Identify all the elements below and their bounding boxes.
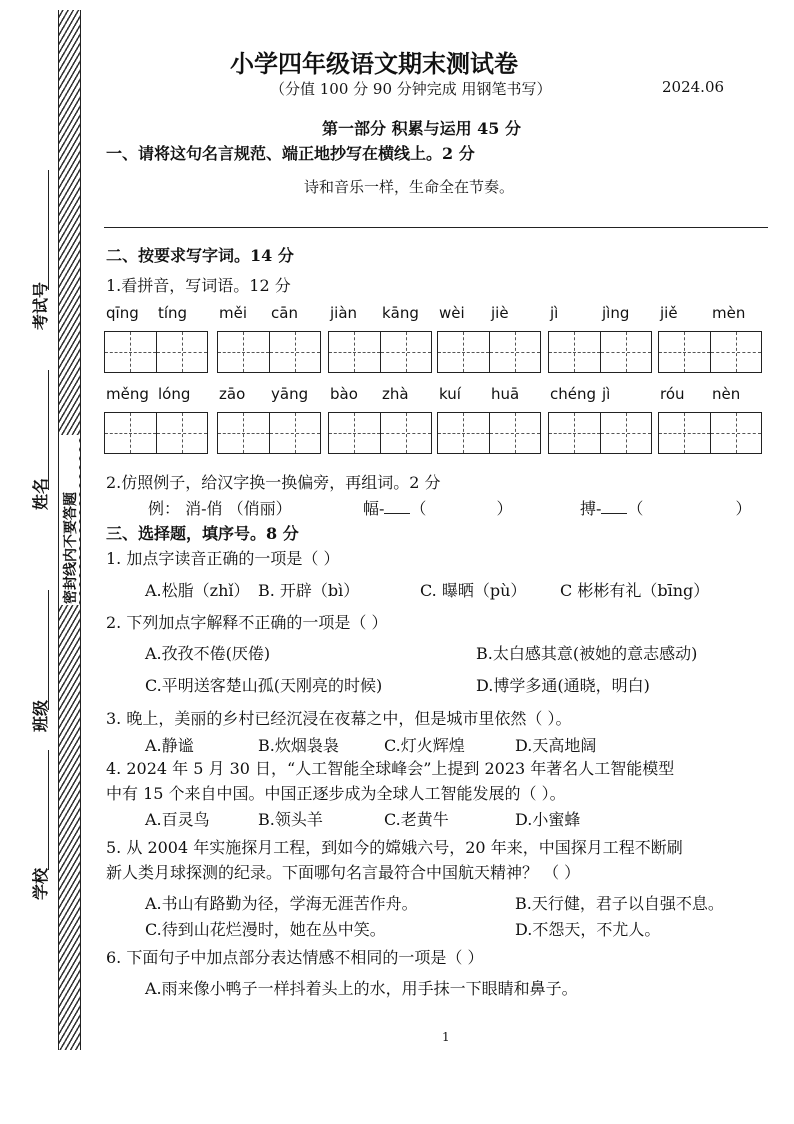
writing-cell[interactable] bbox=[711, 332, 762, 372]
q3-6-stem: 6. 下面句子中加点部分表达情感不相同的一项是（ ） bbox=[106, 948, 484, 967]
writing-cell[interactable] bbox=[711, 413, 762, 453]
q3-4-opt-b: B.领头羊 bbox=[258, 810, 323, 829]
pinyin-syllable: jiàn bbox=[330, 304, 358, 322]
writing-cell[interactable] bbox=[329, 332, 381, 372]
q2-item1 bbox=[363, 496, 512, 519]
writing-cell[interactable] bbox=[105, 332, 157, 372]
q2-item1-char: 幅- bbox=[363, 499, 385, 518]
q3-4-stem-line1: 4. 2024 年 5 月 30 日，“人工智能全球峰会”上提到 2023 年著名人工智能模型 bbox=[106, 759, 675, 778]
writing-cell[interactable] bbox=[218, 413, 270, 453]
q3-6-opt-a: A.雨来像小鸭子一样抖着头上的水，用手抹一下眼睛和鼻子。 bbox=[145, 979, 578, 998]
binding-line-inner bbox=[80, 10, 81, 1050]
writing-cell[interactable] bbox=[490, 413, 541, 453]
writing-grid[interactable] bbox=[328, 412, 432, 454]
q3-1-opt-a: A.松脂（zhǐ） bbox=[145, 581, 250, 600]
pinyin-syllable: měng bbox=[106, 385, 149, 403]
writing-cell[interactable] bbox=[659, 413, 711, 453]
q3-3-stem: 3. 晚上，美丽的乡村已经沉浸在夜幕之中，但是城市里依然（ ）。 bbox=[106, 709, 572, 728]
writing-cell[interactable] bbox=[438, 413, 490, 453]
writing-cell[interactable] bbox=[438, 332, 490, 372]
writing-cell[interactable] bbox=[549, 413, 601, 453]
part1-title: 第一部分 积累与运用 45 分 bbox=[322, 119, 521, 138]
writing-grid[interactable] bbox=[217, 331, 321, 373]
pinyin-syllable: qīng bbox=[106, 304, 139, 322]
writing-grid[interactable] bbox=[437, 412, 541, 454]
writing-cell[interactable] bbox=[490, 332, 541, 372]
pinyin-syllable: měi bbox=[219, 304, 248, 322]
pinyin-syllable: bào bbox=[330, 385, 358, 403]
paren-open: （ bbox=[410, 499, 427, 518]
q2-title: 二、按要求写字词。14 分 bbox=[106, 246, 294, 265]
q2-example: 例： 消-俏 （俏丽） bbox=[148, 499, 292, 518]
class-label: 班级 bbox=[31, 699, 50, 732]
pinyin-syllable: huā bbox=[491, 385, 520, 403]
q3-4-opt-c: C.老黄牛 bbox=[384, 810, 449, 829]
q2-item1-blank[interactable] bbox=[384, 499, 410, 514]
writing-cell[interactable] bbox=[659, 332, 711, 372]
q2-item2 bbox=[580, 496, 751, 519]
q3-3-opt-c: C.灯火辉煌 bbox=[384, 736, 465, 755]
paren-close: ） bbox=[496, 499, 513, 518]
class-field[interactable] bbox=[48, 590, 49, 710]
q3-3-opt-a: A.静谧 bbox=[145, 736, 194, 755]
writing-grid[interactable] bbox=[658, 331, 762, 373]
q3-1-opt-c: C. 曝晒（pù） bbox=[420, 581, 527, 600]
writing-grid[interactable] bbox=[104, 331, 208, 373]
pinyin-syllable: zāo bbox=[219, 385, 246, 403]
pinyin-syllable: jì bbox=[602, 385, 611, 403]
q1-quote: 诗和音乐一样，生命全在节奏。 bbox=[304, 178, 515, 196]
writing-cell[interactable] bbox=[381, 332, 432, 372]
q1-answer-line[interactable] bbox=[104, 227, 768, 228]
writing-grid[interactable] bbox=[217, 412, 321, 454]
writing-grid[interactable] bbox=[104, 412, 208, 454]
q3-5-opt-c: C.待到山花烂漫时，她在丛中笑。 bbox=[145, 920, 386, 939]
paren-close: ） bbox=[735, 499, 752, 518]
q2-sub2: 2.仿照例子，给汉字换一换偏旁，再组词。2 分 bbox=[106, 473, 441, 492]
pinyin-syllable: róu bbox=[660, 385, 685, 403]
q3-2-stem: 2. 下列加点字解释不正确的一项是（ ） bbox=[106, 613, 388, 632]
q3-4-opt-d: D.小蜜蜂 bbox=[515, 810, 581, 829]
writing-grid[interactable] bbox=[548, 331, 652, 373]
q3-1-opt-d: C 彬彬有礼（bīng） bbox=[560, 581, 710, 600]
exam-no-field[interactable] bbox=[48, 170, 49, 290]
exam-date: 2024.06 bbox=[662, 78, 725, 96]
pinyin-syllable: yāng bbox=[271, 385, 309, 403]
q3-3-opt-d: D.天高地阔 bbox=[515, 736, 597, 755]
q1-title: 一、请将这句名言规范、端正地抄写在横线上。2 分 bbox=[106, 144, 475, 163]
q2-item2-char: 搏- bbox=[580, 499, 602, 518]
writing-cell[interactable] bbox=[549, 332, 601, 372]
pinyin-syllable: jiě bbox=[660, 304, 678, 322]
q2-sub1: 1.看拼音，写词语。12 分 bbox=[106, 276, 291, 295]
seal-note: 密封线内不要答题 bbox=[63, 492, 79, 604]
writing-cell[interactable] bbox=[157, 413, 208, 453]
writing-cell[interactable] bbox=[601, 332, 652, 372]
q3-2-opt-b: B.太白感其意(被她的意志感动) bbox=[476, 644, 698, 663]
pinyin-syllable: jì bbox=[550, 304, 559, 322]
pinyin-syllable: nèn bbox=[712, 385, 741, 403]
pinyin-syllable: chéng bbox=[550, 385, 597, 403]
q3-5-opt-a: A.书山有路勤为径，学海无涯苦作舟。 bbox=[145, 894, 418, 913]
writing-cell[interactable] bbox=[381, 413, 432, 453]
page-number: 1 bbox=[442, 1030, 450, 1044]
q3-5-stem-line2: 新人类月球探测的纪录。下面哪句名言最符合中国航天精神？ （ ） bbox=[106, 863, 581, 882]
pinyin-syllable: kāng bbox=[382, 304, 419, 322]
pinyin-syllable: jìng bbox=[602, 304, 630, 322]
pinyin-syllable: kuí bbox=[439, 385, 461, 403]
q3-2-opt-c: C.平明送客楚山孤(天刚亮的时候) bbox=[145, 676, 383, 695]
q3-3-opt-b: B.炊烟袅袅 bbox=[258, 736, 339, 755]
pinyin-syllable: cān bbox=[271, 304, 298, 322]
name-label: 姓名 bbox=[31, 477, 50, 510]
writing-cell[interactable] bbox=[270, 413, 321, 453]
pinyin-syllable: jiè bbox=[491, 304, 509, 322]
q2-item2-blank[interactable] bbox=[601, 499, 627, 514]
page-title: 小学四年级语文期末测试卷 bbox=[230, 49, 518, 78]
writing-grid[interactable] bbox=[328, 331, 432, 373]
school-label: 学校 bbox=[31, 867, 50, 900]
school-field[interactable] bbox=[48, 750, 49, 870]
name-field[interactable] bbox=[48, 370, 49, 490]
q3-4-opt-a: A.百灵鸟 bbox=[145, 810, 210, 829]
q3-1-opt-b: B. 开辟（bì） bbox=[258, 581, 360, 600]
q3-5-stem-line1: 5. 从 2004 年实施探月工程，到如今的嫦娥六号，20 年来，中国探月工程不断刷 bbox=[106, 838, 683, 857]
writing-cell[interactable] bbox=[218, 332, 270, 372]
q3-4-stem-line2: 中有 15 个来自中国。中国正逐步成为全球人工智能发展的（ ）。 bbox=[106, 784, 566, 803]
q3-title: 三、选择题，填序号。8 分 bbox=[106, 524, 299, 543]
q3-5-opt-d: D.不怨天，不尤人。 bbox=[515, 920, 661, 939]
pinyin-syllable: zhà bbox=[382, 385, 409, 403]
exam-no-label: 考试号 bbox=[31, 281, 50, 330]
writing-cell[interactable] bbox=[157, 332, 208, 372]
pinyin-syllable: wèi bbox=[439, 304, 465, 322]
writing-cell[interactable] bbox=[329, 413, 381, 453]
q3-2-opt-d: D.博学多通(通晓，明白) bbox=[476, 676, 650, 695]
writing-cell[interactable] bbox=[601, 413, 652, 453]
writing-grid[interactable] bbox=[437, 331, 541, 373]
pinyin-syllable: mèn bbox=[712, 304, 746, 322]
page-subtitle: （分值 100 分 90 分钟完成 用钢笔书写） bbox=[270, 80, 552, 98]
writing-cell[interactable] bbox=[270, 332, 321, 372]
q3-2-opt-a: A.孜孜不倦(厌倦) bbox=[145, 644, 271, 663]
writing-grid[interactable] bbox=[658, 412, 762, 454]
q3-5-opt-b: B.天行健，君子以自强不息。 bbox=[515, 894, 724, 913]
writing-cell[interactable] bbox=[105, 413, 157, 453]
paren-open: （ bbox=[627, 499, 644, 518]
writing-grid[interactable] bbox=[548, 412, 652, 454]
pinyin-syllable: lóng bbox=[158, 385, 191, 403]
q3-1-stem: 1. 加点字读音正确的一项是（ ） bbox=[106, 549, 340, 568]
pinyin-syllable: tíng bbox=[158, 304, 188, 322]
